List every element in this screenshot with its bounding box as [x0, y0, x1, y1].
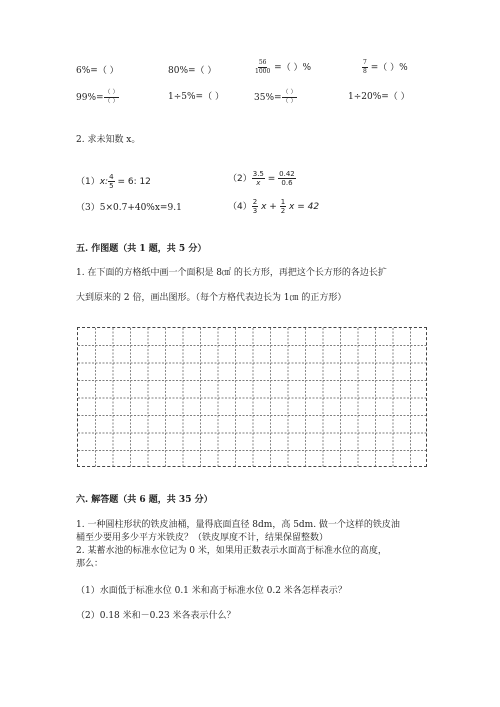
conversion-tail: =（ ）%	[370, 63, 408, 73]
q2-item-4	[228, 198, 319, 215]
expr-part: x = 42	[289, 202, 320, 212]
fraction-numerator: 1	[280, 198, 286, 206]
conversion-35-percent	[254, 89, 297, 106]
fraction-numerator: 56	[258, 59, 267, 66]
item-label: （1）	[76, 177, 100, 187]
conversion-1-div-5-percent: 1÷5%=（ ）	[168, 92, 224, 102]
conversion-lead: 35%=	[254, 93, 282, 103]
fraction-numerator: 3.5	[252, 170, 264, 178]
q2-item-1	[76, 173, 151, 190]
q2-item-2	[228, 170, 296, 187]
expr: 5×0.7+40%x=9.1	[99, 203, 182, 213]
expr-part: x:	[99, 177, 109, 187]
conversion-56-over-1000	[254, 59, 311, 76]
equals-sign: =	[267, 174, 276, 184]
fraction-numerator: 2	[252, 198, 258, 206]
section6-q2-line1: 2. 某蓄水池的标准水位记为 0 米，如果用正数表示水面高于标准水位的高度，	[76, 546, 387, 556]
fraction-denominator: 1000	[255, 68, 271, 75]
fraction-numerator: 7	[363, 59, 367, 66]
section6-heading: 六. 解答题（共 6 题，共 35 分）	[76, 495, 213, 505]
fraction-numerator: （ ）	[282, 89, 297, 96]
fraction-denominator: 5	[109, 182, 114, 190]
conversion-lead: 99%=	[76, 93, 104, 103]
grid-paper[interactable]	[77, 327, 427, 467]
item-label: （4）	[228, 202, 252, 212]
expr-part: x +	[261, 202, 277, 212]
section6-q2-sub1: （1）水面低于标准水位 0.1 米和高于标准水位 0.2 米各怎样表示？	[76, 586, 347, 596]
conversion-1-div-20-percent: 1÷20%=（ ）	[348, 92, 410, 102]
expr-part: = 6: 12	[117, 177, 151, 187]
section6-q2-line2: 那么：	[76, 559, 104, 569]
item-label: （3）	[76, 203, 100, 213]
q2-item-3	[76, 202, 182, 214]
grid-lines	[78, 328, 428, 468]
fraction-denominator: 0.6	[281, 179, 293, 187]
conversion-6-percent: 6%=（ ）	[76, 66, 119, 76]
fraction-denominator: 8	[363, 68, 367, 75]
fraction-numerator: 4	[109, 173, 114, 181]
conversion-tail: =（ ）%	[274, 63, 312, 73]
section6-q1-line2: 桶至少要用多少平方米铁皮？（铁皮厚度不计，结果保留整数）	[76, 533, 329, 543]
conversion-80-percent: 80%=（ ）	[168, 66, 217, 76]
fraction-denominator: （ ）	[104, 98, 119, 105]
conversion-7-over-8	[362, 59, 408, 76]
section5-heading: 五. 作图题（共 1 题，共 5 分）	[76, 244, 207, 254]
fraction-denominator: x	[256, 179, 261, 187]
q2-title: 2. 求未知数 x。	[76, 135, 141, 145]
section5-q1-line2: 大到原来的 2 倍，画出图形。（每个方格代表边长为 1㎝ 的正方形）	[76, 293, 347, 303]
item-label: （2）	[228, 174, 252, 184]
section5-q1-line1: 1. 在下面的方格纸中画一个面积是 8㎠ 的长方形，再把这个长方形的各边长扩	[76, 268, 387, 278]
conversion-99-percent	[76, 89, 119, 106]
fraction-denominator: 2	[280, 207, 286, 215]
fraction-numerator: （ ）	[104, 89, 119, 96]
fraction-denominator: 3	[252, 207, 258, 215]
section6-q2-sub2: （2）0.18 米和－0.23 米各表示什么？	[76, 611, 236, 621]
fraction-numerator: 0.42	[279, 170, 295, 178]
section6-q1-line1: 1. 一种圆柱形状的铁皮油桶，量得底面直径 8dm，高 5dm. 做一个这样的铁皮油	[76, 520, 400, 530]
fraction-denominator: （ ）	[282, 98, 297, 105]
